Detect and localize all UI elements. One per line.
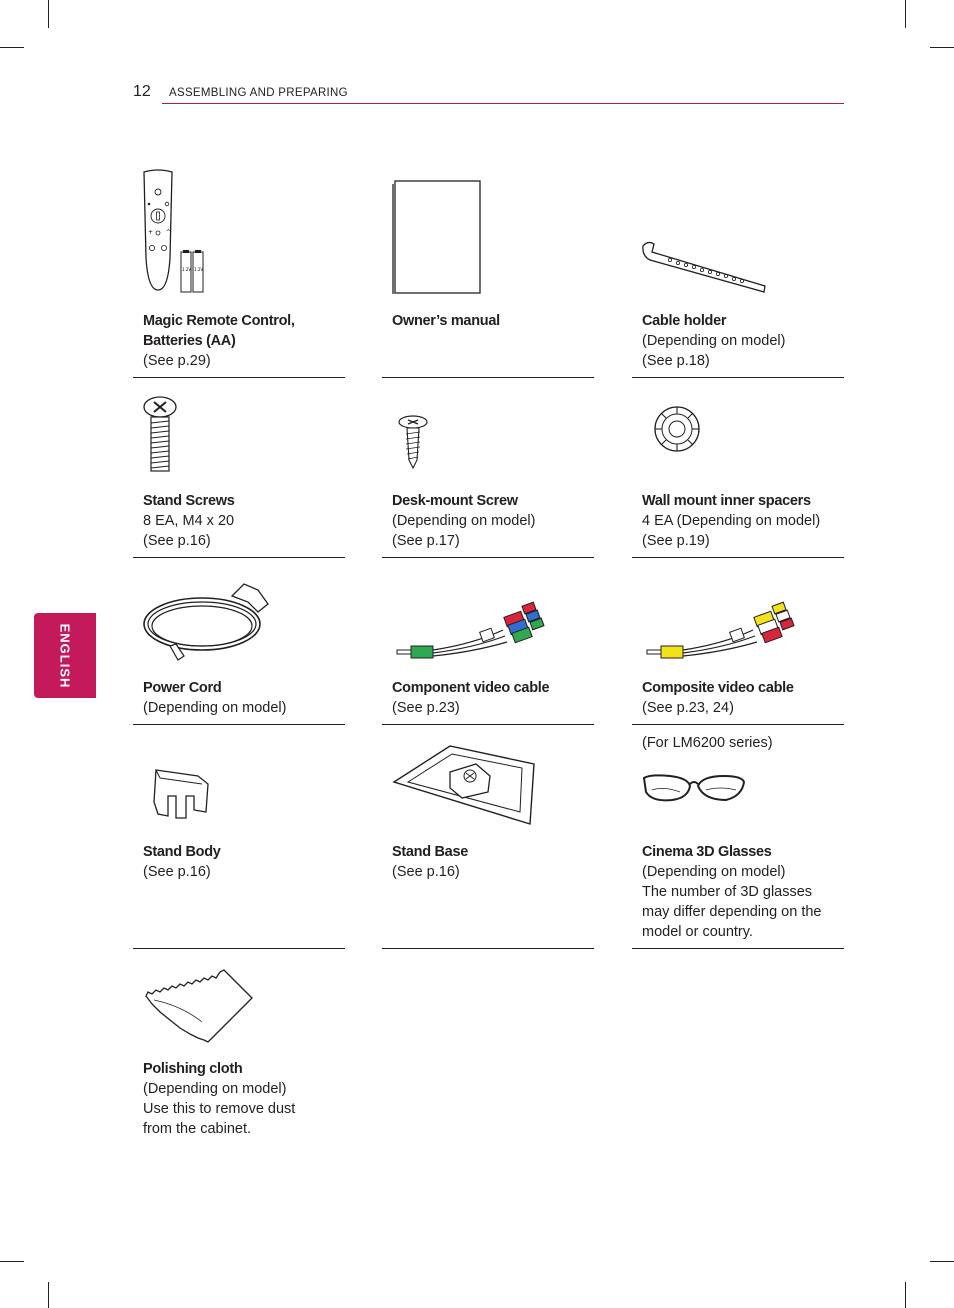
item-line: (See p.29) [143,353,211,369]
stand-base-icon [390,742,538,830]
remote-icon [138,168,218,296]
row-divider [133,377,345,378]
glasses-icon [640,770,748,806]
item-title: Power Cord [143,680,222,696]
crop-mark [48,1282,49,1308]
item-spacers [642,491,854,551]
row-divider [382,724,594,725]
page-number: 12 [133,83,151,100]
header-rule [162,103,844,104]
crop-mark [930,1261,954,1262]
item-power-cord [143,678,355,718]
item-stand-screws [143,491,355,551]
component-cable-icon [393,600,555,665]
item-line: Use this to remove dust [143,1101,296,1117]
item-line: (See p.23) [392,700,460,716]
item-line: may differ depending on the [642,904,822,920]
power-cord-icon [140,576,275,666]
item-cable-holder [642,311,854,371]
item-title: Stand Base [392,844,468,860]
manual-icon [390,178,484,296]
item-title: Stand Body [143,844,221,860]
spacer-icon [652,404,702,454]
row-divider [632,377,844,378]
row-divider [382,948,594,949]
crop-mark [905,0,906,28]
item-line: (Depending on model) [392,513,536,529]
cloth-icon [142,966,256,1046]
item-line: (See p.16) [392,864,460,880]
item-line: The number of 3D glasses [642,884,813,900]
item-title: Component video cable [392,680,550,696]
item-manual [392,311,604,331]
crop-mark [930,47,954,48]
row-divider [382,557,594,558]
item-line: (See p.18) [642,353,710,369]
row-divider [133,724,345,725]
battery-label: 1.2V [194,267,204,272]
model-note: (For LM6200 series) [642,735,773,751]
desk-screw-icon [396,414,430,470]
item-line: model or country. [642,924,753,940]
item-title: Polishing cloth [143,1061,243,1077]
svg-text:^: ^ [166,229,172,236]
item-title: Composite video cable [642,680,794,696]
item-line: from the cabinet. [143,1121,251,1137]
stand-body-icon [150,766,212,824]
row-divider [632,557,844,558]
item-title: Cinema 3D Glasses [642,844,772,860]
item-title: Wall mount inner spacers [642,493,811,509]
item-stand-base [392,842,604,882]
crop-mark [0,47,24,48]
battery-label: 1.2V [182,267,192,272]
svg-text:+: + [148,229,154,236]
item-line: (See p.19) [642,533,710,549]
item-line: (See p.17) [392,533,460,549]
language-tab-label: ENGLISH [57,623,73,688]
item-title: Magic Remote Control, [143,313,295,329]
composite-cable-icon [643,600,805,665]
item-title: Owner’s manual [392,313,500,329]
row-divider [632,948,844,949]
item-polishing-cloth [143,1059,355,1139]
crop-mark [0,1261,24,1262]
screw-icon [140,395,180,475]
item-line: (Depending on model) [143,700,287,716]
row-divider [632,724,844,725]
item-line: (See p.16) [143,533,211,549]
cable-holder-icon [640,238,770,298]
item-title: Cable holder [642,313,727,329]
language-tab [34,613,96,698]
section-title: ASSEMBLING AND PREPARING [169,87,348,99]
item-line: 4 EA (Depending on model) [642,513,821,529]
item-stand-body [143,842,355,882]
item-desk-screw [392,491,604,551]
item-line: (Depending on model) [642,864,786,880]
crop-mark [905,1282,906,1308]
item-line: (See p.16) [143,864,211,880]
item-title: Desk-mount Screw [392,493,518,509]
item-3d-glasses [642,842,854,942]
item-composite-cable [642,678,854,718]
row-divider [133,557,345,558]
item-component-cable [392,678,604,718]
item-line: (Depending on model) [143,1081,287,1097]
item-remote [143,311,355,371]
item-title: Stand Screws [143,493,235,509]
row-divider [382,377,594,378]
item-line: 8 EA, M4 x 20 [143,513,235,529]
crop-mark [48,0,49,28]
item-line: (See p.23, 24) [642,700,734,716]
row-divider [133,948,345,949]
item-line: (Depending on model) [642,333,786,349]
item-title: Batteries (AA) [143,333,236,349]
